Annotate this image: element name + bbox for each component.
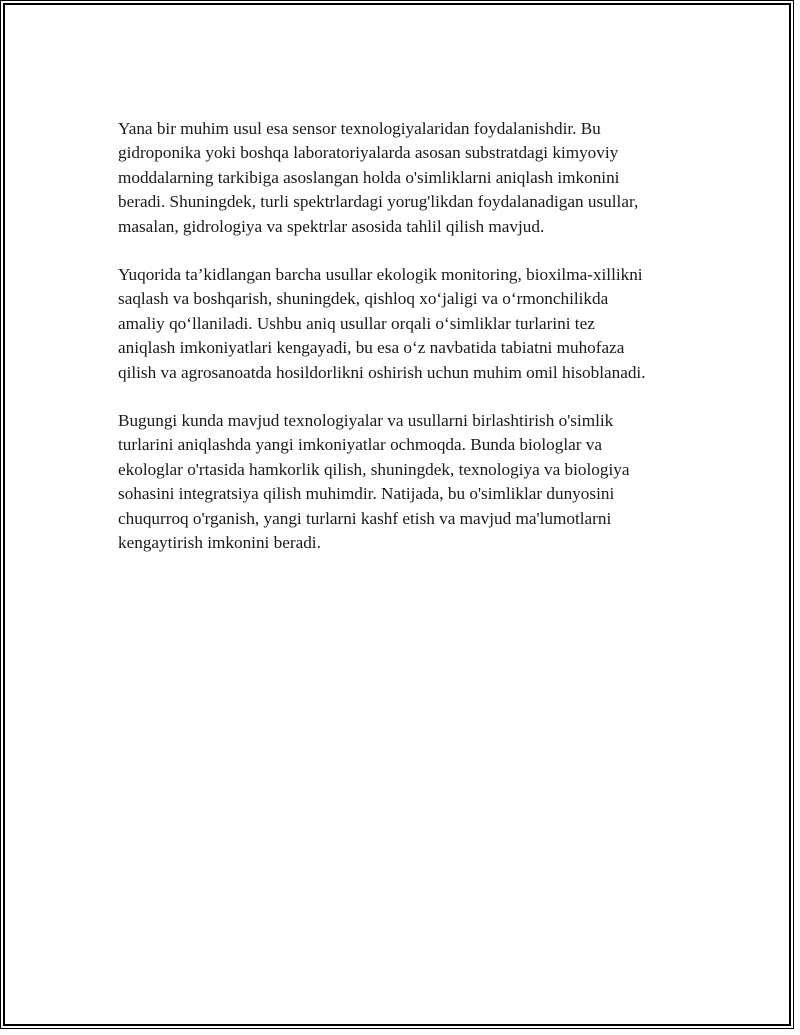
document-body (118, 117, 698, 580)
paragraph-sensor-technology: Yana bir muhim usul esa sensor texnologiyalaridan foydalanishdir. Bu gidroponika yoki boshqa laboratoriyalarda asosan substratdagi kimyoviy moddalarning tarkibiga asoslangan holda o'simliklarni aniqlash imkonini beradi. Shuningdek, turli spektrlardagi yorug'likdan foydalanadigan usullar, masalan, gidrologiya va spektrlar asosida tahlil qilish mavjud. (118, 119, 639, 236)
paragraph-integration: Bugungi kunda mavjud texnologiyalar va usullarni birlashtirish o'simlik turlarini aniqlashda yangi imkoniyatlar ochmoqda. Bunda biologlar va ekologlar o'rtasida hamkorlik qilish, shuningdek, texnologiya va biologiya sohasini integratsiya qilish muhimdir. Natijada, bu o'simliklar dunyosini chuqurroq o'rganish, yangi turlarni kashf etish va mavjud ma'lumotlarni kengaytirish imkonini beradi. (118, 411, 630, 553)
paragraph-applications: Yuqorida ta’kidlangan barcha usullar ekologik monitoring, bioxilma-xillikni saqlash va boshqarish, shuningdek, qishloq xo‘jaligi va o‘rmonchilikda amaliy qo‘llaniladi. Ushbu aniq usullar orqali o‘simliklar turlarini tez aniqlash imkoniyatlari kengayadi, bu esa o‘z navbatida tabiatni muhofaza qilish va agrosanoatda hosildorlikni oshirish uchun muhim omil hisoblanadi. (118, 265, 646, 382)
